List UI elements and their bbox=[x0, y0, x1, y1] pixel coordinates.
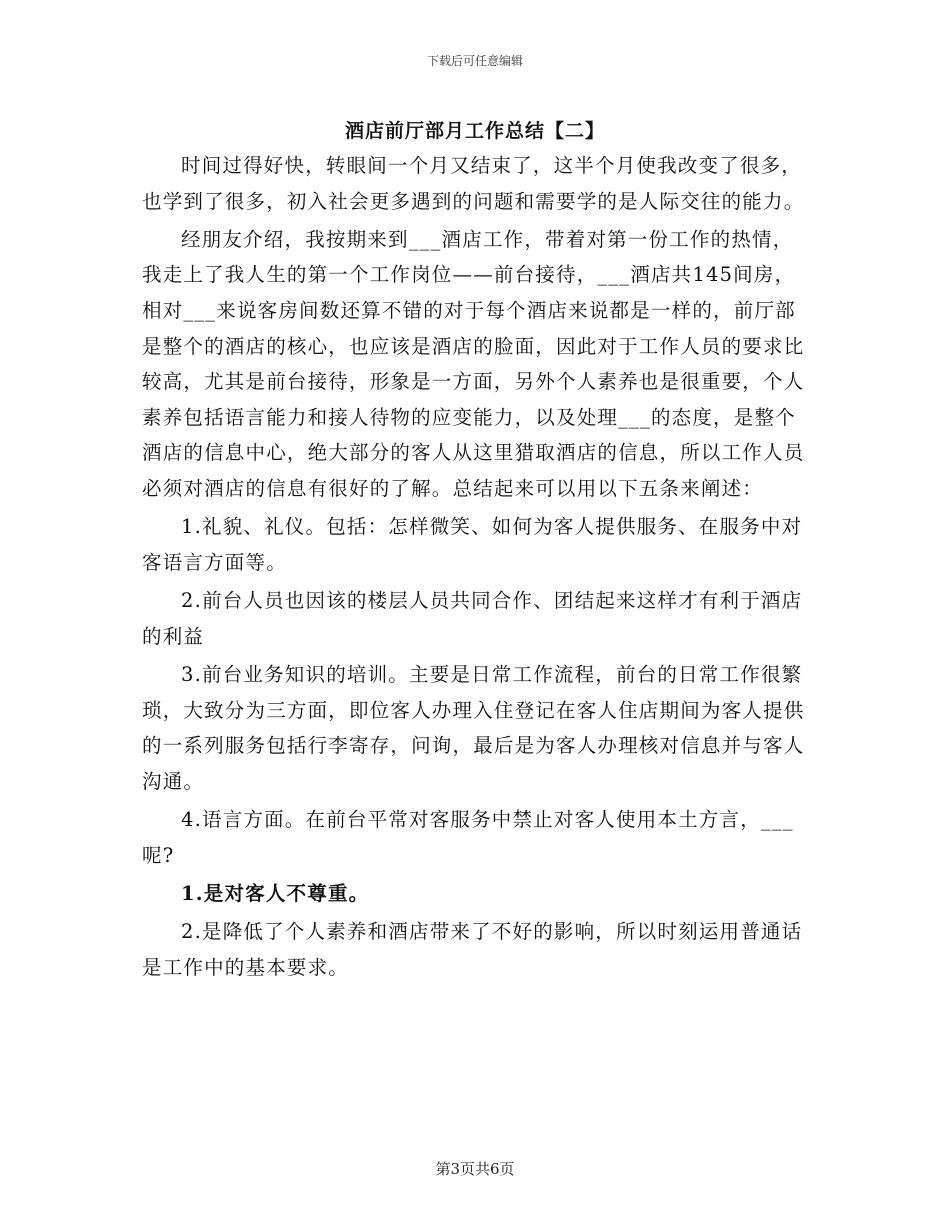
paragraph-subpoint-1-respect: 1.是对客人不尊重。 bbox=[181, 882, 370, 905]
paragraph-background: 经朋友介绍，我按期来到___酒店工作，带着对第一份工作的热情，我走上了我人生的第一个工作岗位——前台接待，___酒店共145间房，相对___来说客房间数还算不错的对于每个酒店来说都是一样的，前厅部是整个的酒店的核心，也应该是酒店的脸面，因此对于工作人员的要求比较高，尤其是前台接待，形象是一方面，另外个人素养也是很重要，个人素养包括语言能力和接人待物的应变能力，以及处理___的态度，是整个酒店的信息中心，绝大部分的客人从这里猎取酒店的信息，所以工作人员必须对酒店的信息有很好的了解。总结起来可以用以下五条来阐述： bbox=[142, 227, 805, 501]
paragraph-point-1-etiquette: 1.礼貌、礼仪。包括：怎样微笑、如何为客人提供服务、在服务中对客语言方面等。 bbox=[142, 515, 803, 574]
paragraph-subpoint-2-mandarin: 2.是降低了个人素养和酒店带来了不好的影响，所以时刻运用普通话是工作中的基本要求。 bbox=[142, 920, 803, 979]
paragraph-point-4-language: 4.语言方面。在前台平常对客服务中禁止对客人使用本土方言，___呢? bbox=[142, 808, 794, 867]
document-title: 酒店前厅部月工作总结【二】 bbox=[344, 120, 605, 142]
paragraph-point-2-teamwork: 2.前台人员也因该的楼层人员共同合作、团结起来这样才有利于酒店的利益 bbox=[142, 589, 803, 648]
paragraph-intro: 时间过得好快，转眼间一个月又结束了，这半个月使我改变了很多，也学到了很多，初入社会更多遇到的问题和需要学的是人际交往的能力。 bbox=[142, 154, 805, 213]
paragraph-point-3-training: 3.前台业务知识的培训。主要是日常工作流程，前台的日常工作很繁琐，大致分为三方面，即位客人办理入住登记在客人住店期间为客人提供的一系列服务包括行李寄存，问询，最后是为客人办理核对信息并与客人沟通。 bbox=[142, 663, 805, 793]
document-body bbox=[142, 148, 807, 988]
page-header-note: 下载后可任意编辑 bbox=[426, 54, 523, 68]
page-number-footer: 第3页共6页 bbox=[435, 1160, 515, 1178]
